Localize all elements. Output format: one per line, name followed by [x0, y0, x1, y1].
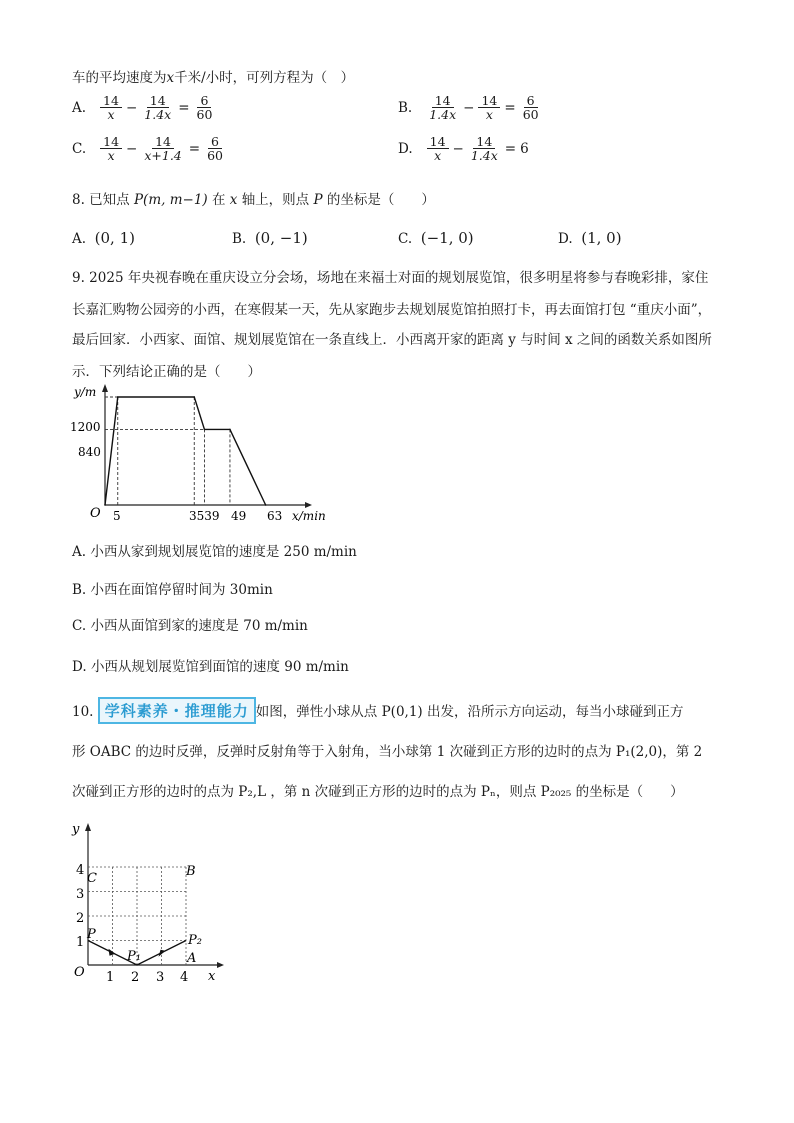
q9-stem-line2: 长嘉汇购物公园旁的小西，在寒假某一天，先从家跑步去规划展览馆拍照打卡，再去面馆打包 “重庆小面”，	[72, 302, 712, 318]
q9-stem-line3: 最后回家．小西家、面馆、规划展览馆在一条直线上．小西离开家的距离 y 与时间 x 之间的函数关系如图所	[72, 332, 712, 348]
y-tick-3: 3	[76, 887, 85, 902]
q7-option-b[interactable]: B. $\frac{14}{1.4x}$ − $\frac{14}{x}$ = $\frac{6}{60}$	[398, 93, 539, 123]
q8-option-a[interactable]: A. (0, 1)	[72, 229, 135, 247]
point-b-label: B	[186, 864, 196, 879]
x-tick-35-39: 3539	[189, 509, 220, 523]
x-tick-1: 1	[106, 970, 115, 985]
q9-option-c[interactable]: C. 小西从面馆到家的速度是 70 m/min	[72, 618, 308, 634]
q7-option-c[interactable]: C. $\frac{14}{x}$ − $\frac{14}{x+1.4}$ = $\frac{6}{60}$	[72, 134, 223, 164]
x-axis-arrow	[305, 502, 312, 508]
q9-stem-line4: 示．下列结论正确的是（ ）	[72, 364, 261, 380]
q7-option-d[interactable]: D. $\frac{14}{x}$ − $\frac{14}{1.4x}$ = 6	[398, 134, 529, 164]
q8-option-d[interactable]: D. (1, 0)	[558, 229, 622, 247]
data-point	[193, 396, 195, 398]
q10-stem-line3: 次碰到正方形的边时的点为 P₂,L ，第 n 次碰到正方形的边时的点为 Pₙ，则点 P₂₀₂₅ 的坐标是（ ）	[72, 784, 684, 800]
x-tick-49: 49	[231, 509, 247, 523]
q8-stem: 8. 已知点 P(m, m−1) 在 x 轴上，则点 P 的坐标是（ ）	[72, 192, 435, 208]
point-p2-label: P₂	[188, 933, 202, 948]
point-c-label: C	[87, 871, 97, 886]
q7-option-a[interactable]: A. $\frac{14}{x}$ − $\frac{14}{1.4x}$ = $\frac{6}{60}$	[72, 93, 213, 123]
y-tick-1200: 1200	[70, 420, 101, 434]
q10-stem-line2: 形 OABC 的边时反弹，反弹时反射角等于入射角，当小球第 1 次碰到正方形的边时的点为 P₁(2,0)，第 2	[72, 744, 703, 760]
y-tick-840: 840	[78, 445, 101, 459]
q8-option-c[interactable]: C. (−1, 0)	[398, 229, 474, 247]
point-p-label: P	[87, 927, 96, 942]
q7-stem: 车的平均速度为x千米/小时，可列方程为（ ）	[72, 70, 355, 86]
y-tick-2: 2	[76, 911, 85, 926]
y-tick-1: 1	[76, 935, 85, 950]
x-tick-5: 5	[113, 509, 121, 523]
x-tick-4: 4	[180, 970, 189, 985]
q9-option-b[interactable]: B. 小西在面馆停留时间为 30min	[72, 582, 273, 598]
data-point	[229, 429, 231, 431]
data-point	[204, 429, 206, 431]
q8-option-b[interactable]: B. (0, −1)	[232, 229, 308, 247]
y-tick-4: 4	[76, 863, 85, 878]
x-tick-63: 63	[267, 509, 283, 523]
origin-label: O	[74, 965, 85, 980]
distance-time-line	[105, 397, 266, 505]
origin-label: O	[90, 506, 101, 521]
q9-distance-time-graph	[70, 382, 340, 527]
x-axis-letter: x	[208, 969, 216, 984]
point-p1-label: P₁	[127, 949, 141, 964]
x-axis-arrow	[217, 962, 224, 968]
x-tick-3: 3	[156, 970, 165, 985]
direction-arrow-1	[109, 949, 116, 956]
y-axis-letter: y	[72, 822, 80, 837]
data-point	[265, 504, 267, 506]
q10-stem-line1: 10. 学科素养・推理能力 如图，弹性小球从点 P(0,1) 出发，沿所示方向运动，每当小球碰到正方	[72, 697, 683, 724]
direction-arrow-2	[159, 950, 166, 957]
q9-option-a[interactable]: A. 小西从家到规划展览馆的速度是 250 m/min	[72, 544, 357, 560]
point-a-label: A	[187, 951, 197, 966]
y-axis-arrow	[102, 384, 108, 392]
x-tick-2: 2	[131, 970, 140, 985]
q9-option-d[interactable]: D. 小西从规划展览馆到面馆的速度 90 m/min	[72, 659, 349, 675]
y-axis-label: y/m	[74, 385, 97, 399]
y-axis-arrow	[85, 823, 91, 831]
q10-square-graph	[68, 815, 228, 987]
data-point	[117, 396, 119, 398]
q9-stem-line1: 9. 2025 年央视春晚在重庆设立分会场，场地在来福士对面的规划展览馆，很多明星将参与春晚彩排，家住	[72, 270, 709, 286]
x-axis-label: x/min	[292, 509, 326, 523]
skill-tag: 学科素养・推理能力	[98, 697, 256, 724]
data-point	[104, 504, 106, 506]
